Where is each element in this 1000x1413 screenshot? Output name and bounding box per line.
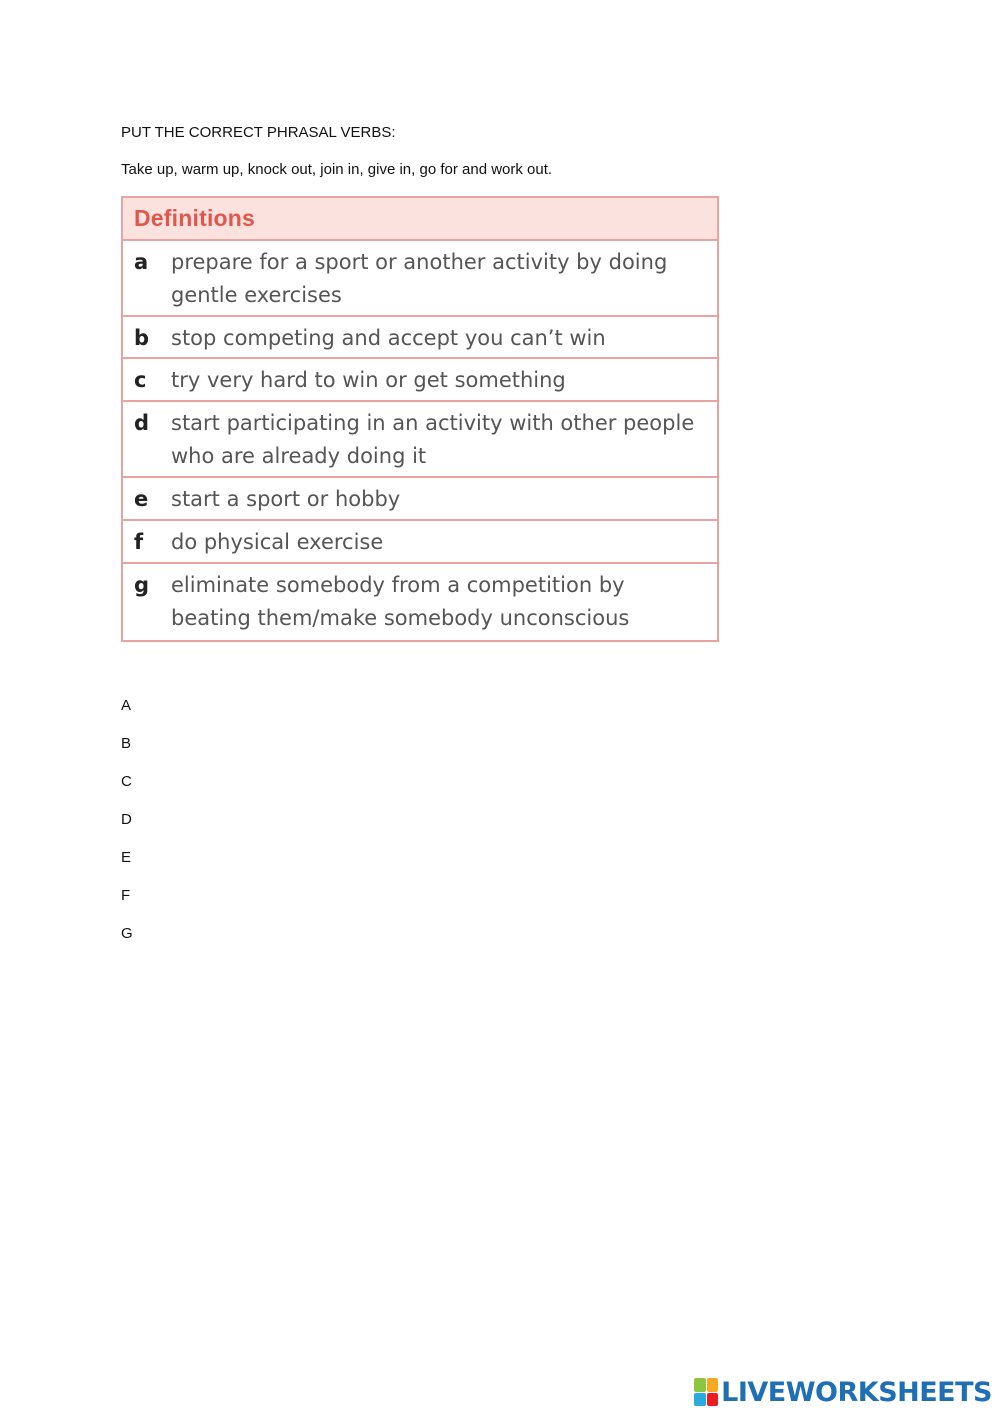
definition-letter: f <box>134 530 144 554</box>
answer-list <box>121 697 133 963</box>
instruction-title: PUT THE CORRECT PHRASAL VERBS: <box>121 124 396 141</box>
definition-letter: d <box>134 411 150 435</box>
answer-label-a: A <box>121 697 132 714</box>
definition-letter: e <box>134 487 149 511</box>
definition-row <box>123 564 717 640</box>
definition-row <box>123 478 717 521</box>
definition-text: eliminate somebody from a competition by beating them/make somebody unconscious <box>171 573 630 630</box>
definition-text: prepare for a sport or another activity by doing gentle exercises <box>171 250 668 307</box>
definition-text: try very hard to win or get something <box>171 368 566 392</box>
definition-letter: c <box>134 368 147 392</box>
liveworksheets-logo-icon <box>694 1378 718 1406</box>
definition-letter: g <box>134 573 150 597</box>
definitions-heading: Definitions <box>123 198 717 241</box>
phrasal-verb-list: Take up, warm up, knock out, join in, give in, go for and work out. <box>121 161 553 178</box>
answer-label-b: B <box>121 735 132 752</box>
definition-letter: b <box>134 326 150 350</box>
definition-letter: a <box>134 250 149 274</box>
liveworksheets-brand-text: LIVEWORKSHEETS <box>721 1376 992 1408</box>
definition-row <box>123 317 717 359</box>
answer-label-g: G <box>121 925 133 942</box>
definition-text: stop competing and accept you can’t win <box>171 326 606 350</box>
answer-label-d: D <box>121 811 132 828</box>
definition-text: start participating in an activity with other people who are already doing it <box>171 411 695 468</box>
definitions-table <box>121 196 719 642</box>
definition-text: start a sport or hobby <box>171 487 401 511</box>
definition-row <box>123 241 717 317</box>
liveworksheets-logo <box>694 1374 992 1410</box>
answer-label-f: F <box>121 887 131 904</box>
definition-row <box>123 402 717 478</box>
definition-row <box>123 521 717 564</box>
answer-label-c: C <box>121 773 132 790</box>
answer-label-e: E <box>121 849 132 866</box>
definition-text: do physical exercise <box>171 530 384 554</box>
definition-row <box>123 359 717 402</box>
